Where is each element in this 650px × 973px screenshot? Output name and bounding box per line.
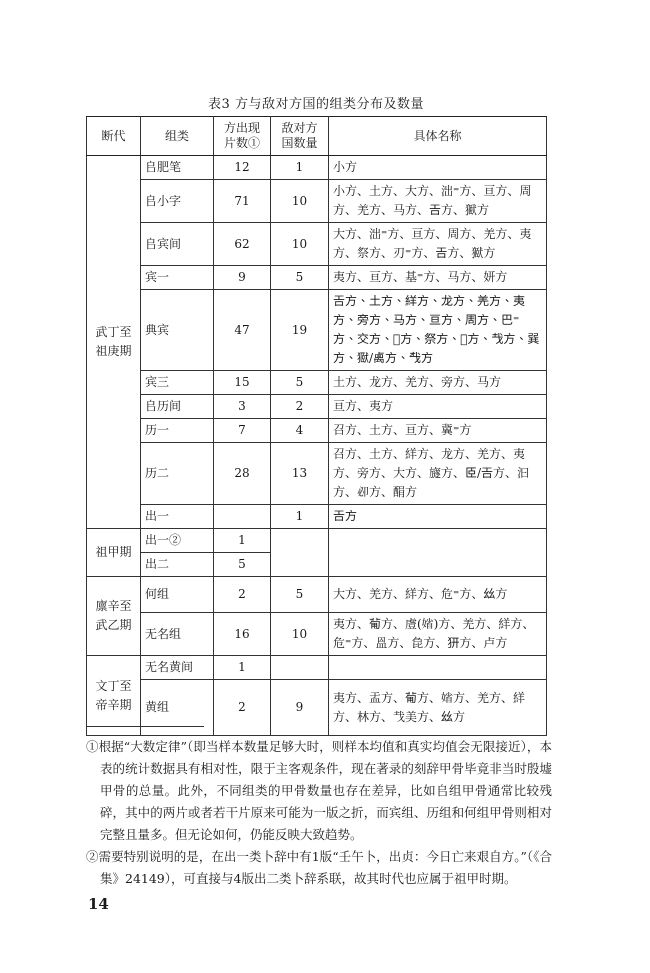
count-cell: 2 (214, 680, 271, 736)
table-row (87, 443, 547, 505)
footnote-divider (86, 726, 204, 727)
group-cell: 𠂤小字 (141, 180, 214, 223)
states-cell: 5 (271, 577, 329, 613)
group-cell: 出一 (141, 505, 214, 529)
states-cell: 2 (271, 395, 329, 419)
count-cell (214, 505, 271, 529)
group-cell: 宾三 (141, 371, 214, 395)
states-cell (271, 656, 329, 680)
footnote-1: ①根据“大数定律”（即当样本数量足够大时，则样本均值和真实均值会无限接近），本表的统计数据具有相对性，限于主客观条件，现在著录的刻辞甲骨毕竟非当时殷墟甲骨的总量。此外，不同组类的甲骨数量也存在差异，比如𠂤组甲骨通常比较残碎，其中的两片或者若干片原来可能为一版之折，而宾组、历组和何组甲骨则相对完整且量多。但无论如何，仍能反映大致趋势。 (86, 739, 552, 842)
names-cell: 小方 (329, 156, 547, 180)
table-row (87, 419, 547, 443)
group-cell: 黄组 (141, 680, 214, 736)
count-cell: 1 (214, 656, 271, 680)
group-cell: 典宾 (141, 290, 214, 371)
names-cell: 大方、羌方、絴方、危⁼方、𢆶方 (329, 577, 547, 613)
footnote-2: ②需要特别说明的是，在出一类卜辞中有1版“壬午卜，出贞：今日亡来艰自方。”（《合集》24149），可直接与4版出二类卜辞系联，故其时代也应属于祖甲时期。 (86, 849, 552, 886)
table-row (87, 656, 547, 680)
table-row (87, 266, 547, 290)
header-count: 方出现 片数① (214, 117, 271, 156)
names-cell: 大方、泏⁼方、亘方、周方、羌方、夷方、祭方、刃⁼方、𢀛方、㺇方 (329, 223, 547, 266)
table-row (87, 156, 547, 180)
count-cell: 28 (214, 443, 271, 505)
states-cell: 1 (271, 505, 329, 529)
states-cell (271, 529, 329, 577)
names-cell: 夷方、亘方、基⁼方、马方、妍方 (329, 266, 547, 290)
states-cell: 4 (271, 419, 329, 443)
footnotes (86, 736, 552, 890)
group-cell: 何组 (141, 577, 214, 613)
group-cell: 历二 (141, 443, 214, 505)
period-cell: 祖甲期 (87, 529, 141, 577)
page-number: 14 (88, 895, 109, 913)
count-cell: 2 (214, 577, 271, 613)
header-group: 组类 (141, 117, 214, 156)
table-row (87, 290, 547, 371)
header-names: 具体名称 (329, 117, 547, 156)
states-cell: 9 (271, 680, 329, 736)
group-cell: 𠂤宾间 (141, 223, 214, 266)
states-cell: 13 (271, 443, 329, 505)
header-row (87, 117, 547, 156)
group-cell: 𠂤肥笔 (141, 156, 214, 180)
count-cell: 62 (214, 223, 271, 266)
distribution-table (86, 116, 547, 736)
group-cell: 出一② (141, 529, 214, 553)
count-cell: 9 (214, 266, 271, 290)
group-cell: 出二 (141, 553, 214, 577)
count-cell: 5 (214, 553, 271, 577)
period-cell: 文丁至 帝辛期 (87, 656, 141, 736)
table-row (87, 223, 547, 266)
names-cell: 𢀛方 (329, 505, 547, 529)
group-cell: 历一 (141, 419, 214, 443)
count-cell: 15 (214, 371, 271, 395)
table-row (87, 613, 547, 656)
names-cell: 亘方、夷方 (329, 395, 547, 419)
states-cell: 19 (271, 290, 329, 371)
names-cell: 夷方、𤰈方、䖒(𡞞)方、羌方、絴方、危⁼方、𥁕方、㲋方、𤜵方、卢方 (329, 613, 547, 656)
states-cell: 10 (271, 180, 329, 223)
table-row (87, 180, 547, 223)
period-cell: 廪辛至 武乙期 (87, 577, 141, 656)
names-cell: 召方、土方、絴方、龙方、羌方、夷方、旁方、大方、旞方、𦣞/𢀛方、汩方、𠨘方、䣺方 (329, 443, 547, 505)
table-row (87, 505, 547, 529)
names-cell: 夷方、盂方、𤰈方、𡞞方、羌方、絴方、林方、𢦏美方、𢆶方 (329, 680, 547, 736)
names-cell: 小方、土方、大方、泏⁼方、亘方、周方、羌方、马方、𢀛方、㺇方 (329, 180, 547, 223)
states-cell: 1 (271, 156, 329, 180)
table-row (87, 395, 547, 419)
table-row (87, 371, 547, 395)
names-cell: 𢀛方、土方、絴方、龙方、羌方、夷方、旁方、马方、亘方、周方、巴⁼方、交方、𢼸方、祭方、𦎫方、𢦏方、𢁉方、㺇/禼方、𢦔方 (329, 290, 547, 371)
states-cell: 5 (271, 266, 329, 290)
group-cell: 𠂤历间 (141, 395, 214, 419)
table-row (87, 577, 547, 613)
header-states: 敌对方 国数量 (271, 117, 329, 156)
states-cell: 5 (271, 371, 329, 395)
states-cell: 10 (271, 613, 329, 656)
count-cell: 47 (214, 290, 271, 371)
count-cell: 3 (214, 395, 271, 419)
count-cell: 1 (214, 529, 271, 553)
names-cell (329, 656, 547, 680)
group-cell: 无名组 (141, 613, 214, 656)
table-row (87, 529, 547, 553)
group-cell: 无名黄间 (141, 656, 214, 680)
names-cell: 土方、龙方、羌方、旁方、马方 (329, 371, 547, 395)
names-cell: 召方、土方、亘方、冀⁼方 (329, 419, 547, 443)
table-caption: 表3 方与敌对方国的组类分布及数量 (208, 97, 424, 112)
states-cell: 10 (271, 223, 329, 266)
period-cell: 武丁至 祖庚期 (87, 156, 141, 529)
header-period: 断代 (87, 117, 141, 156)
group-cell: 宾一 (141, 266, 214, 290)
count-cell: 16 (214, 613, 271, 656)
count-cell: 71 (214, 180, 271, 223)
count-cell: 7 (214, 419, 271, 443)
table-row (87, 680, 547, 736)
count-cell: 12 (214, 156, 271, 180)
names-cell (329, 529, 547, 577)
